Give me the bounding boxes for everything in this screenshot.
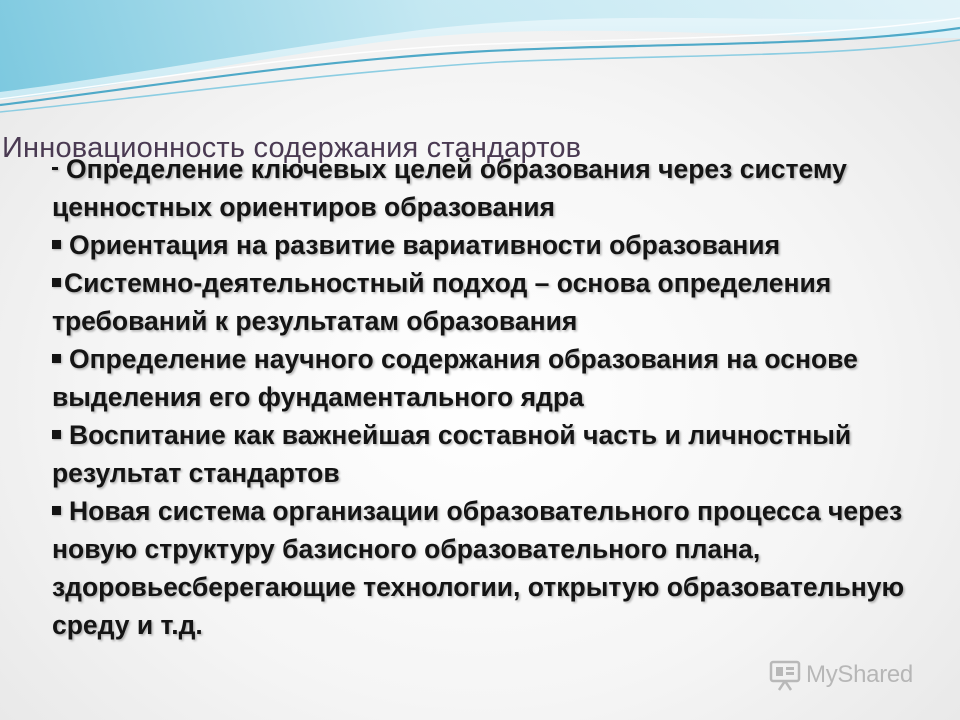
slide-title: Инновационность содержания стандартов xyxy=(2,132,582,164)
list-item xyxy=(52,416,947,492)
bullet-icon xyxy=(52,354,61,363)
watermark-logo[interactable] xyxy=(768,657,913,693)
bullet-icon xyxy=(52,430,61,439)
list-item-text: Новая система организации образовательного процесса через новую структуру базисного образовательного плана, здоровьесберегающие технологии, открытую образовательную среду и т.д. xyxy=(52,496,905,640)
bullet-icon xyxy=(52,278,61,287)
list-item-text: Системно-деятельностный подход – основа определения требований к результатам образования xyxy=(52,268,832,336)
list-item-text: Воспитание как важнейшая составной часть и личностный результат стандартов xyxy=(52,420,852,488)
list-item xyxy=(52,492,947,644)
header-wave-decoration xyxy=(0,0,960,130)
list-item xyxy=(52,226,947,264)
list-item-text: Определение ключевых целей образования через систему ценностных ориентиров образования xyxy=(52,154,847,222)
list-item xyxy=(52,340,947,416)
bullet-list xyxy=(52,150,947,644)
presentation-board-icon xyxy=(768,659,802,691)
list-item xyxy=(52,264,947,340)
list-item-text: Ориентация на развитие вариативности образования xyxy=(69,230,781,260)
bullet-icon xyxy=(52,240,61,249)
bullet-icon xyxy=(52,506,61,515)
bullet-icon xyxy=(52,167,58,170)
list-item-text: Определение научного содержания образования на основе выделения его фундаментального ядра xyxy=(52,344,858,412)
watermark-text: MyShared xyxy=(806,661,913,688)
